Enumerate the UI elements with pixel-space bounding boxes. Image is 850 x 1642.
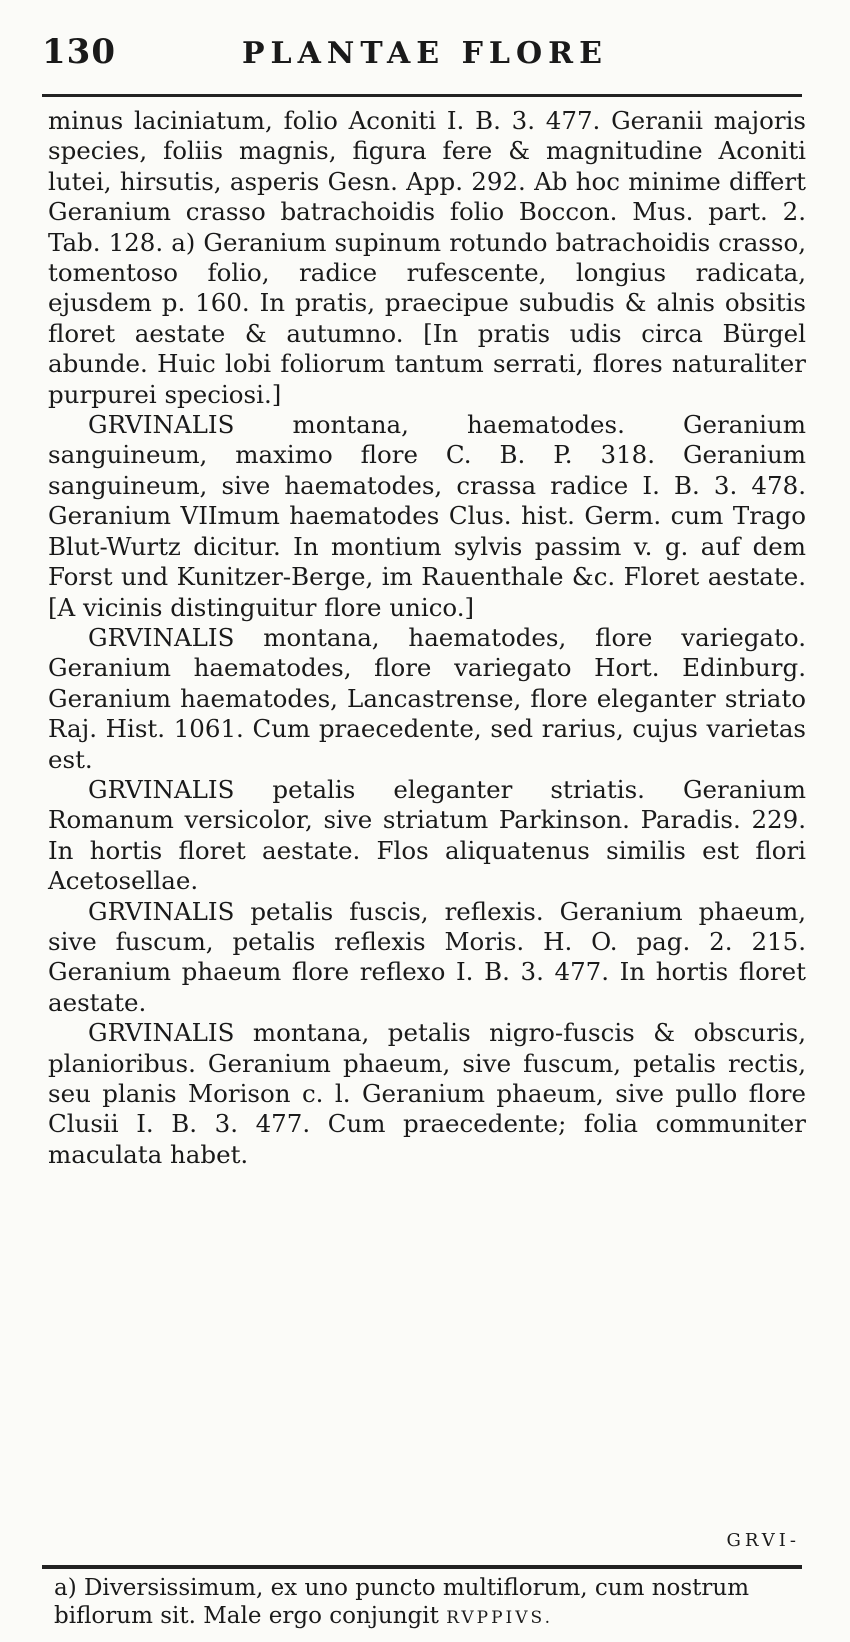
footnote-line-2 (54, 1602, 804, 1632)
footnote-rule (42, 1565, 802, 1569)
running-head: PLANTAE FLORE (242, 36, 608, 71)
paragraph-continuation: minus laciniatum, folio Aconiti I. B. 3. 477. Geranii majoris species, foliis magnis, figura fere & magnitudine Aconiti lutei, hirsutis, asperis Gesn. App. 292. Ab hoc minime differt Geranium crasso batrachoidis folio Boccon. Mus. part. 2. Tab. 128. a) Geranium supinum rotundo batrachoidis crasso, tomentoso folio, radice rufescente, longius radicata, ejusdem p. 160. In pratis, praecipue subudis & alnis obsitis floret aestate & autumno. [In pratis udis circa Bürgel abunde. Huic lobi foliorum tantum serrati, flores naturaliter purpurei speciosi.] (48, 106, 806, 409)
paragraph-gruinalis-haematodes: GRVINALIS montana, haematodes. Geranium sanguineum, maximo flore C. B. P. 318. Geranium sanguineum, sive haematodes, crassa radice I. B. 3. 478. Geranium VIImum haematodes Clus. hist. Germ. cum Trago Blut-Wurtz dicitur. In montium sylvis passim v. g. auf dem Forst und Kunitzer-Berge, im Rauenthale &c. Floret aestate. [A vicinis distinguitur flore unico.] (48, 410, 806, 622)
paragraph-gruinalis-variegato: GRVINALIS montana, haematodes, flore variegato. Geranium haematodes, flore variegato Hort. Edinburg. Geranium haematodes, Lancastrense, flore eleganter striato Raj. Hist. 1061. Cum praecedente, sed rarius, cujus varietas est. (48, 622, 806, 774)
main-text (48, 106, 806, 1170)
page-number: 130 (42, 32, 116, 72)
footnote-line-1: a) Diversissimum, ex uno puncto multiflorum, cum nostrum (54, 1575, 750, 1601)
page-header (42, 30, 802, 74)
paragraph-gruinalis-striatis: GRVINALIS petalis eleganter striatis. Geranium Romanum versicolor, sive striatum Parkinson. Paradis. 229. In hortis floret aestate. Flos aliquatenus similis est flori Acetosellae. (48, 774, 806, 896)
catchword: GRVI- (726, 1530, 800, 1551)
header-rule (42, 94, 802, 97)
paragraph-gruinalis-reflexis: GRVINALIS petalis fuscis, reflexis. Geranium phaeum, sive fuscum, petalis reflexis Moris. H. O. pag. 2. 215. Geranium phaeum flore reflexo I. B. 3. 477. In hortis floret aestate. (48, 896, 806, 1017)
footnote-author-name: RVPPIVS. (446, 1608, 553, 1628)
paragraph-gruinalis-planioribus: GRVINALIS montana, petalis nigro-fuscis & obscuris, planioribus. Geranium phaeum, sive fuscum, petalis rectis, seu planis Morison c. l. Geranium phaeum, sive pullo flore Clusii I. B. 3. 477. Cum praecedente; folia communiter maculata habet. (48, 1018, 806, 1169)
footnote-line-2-text: biflorum sit. Male ergo conjungit (54, 1603, 439, 1629)
footnote (54, 1574, 804, 1632)
